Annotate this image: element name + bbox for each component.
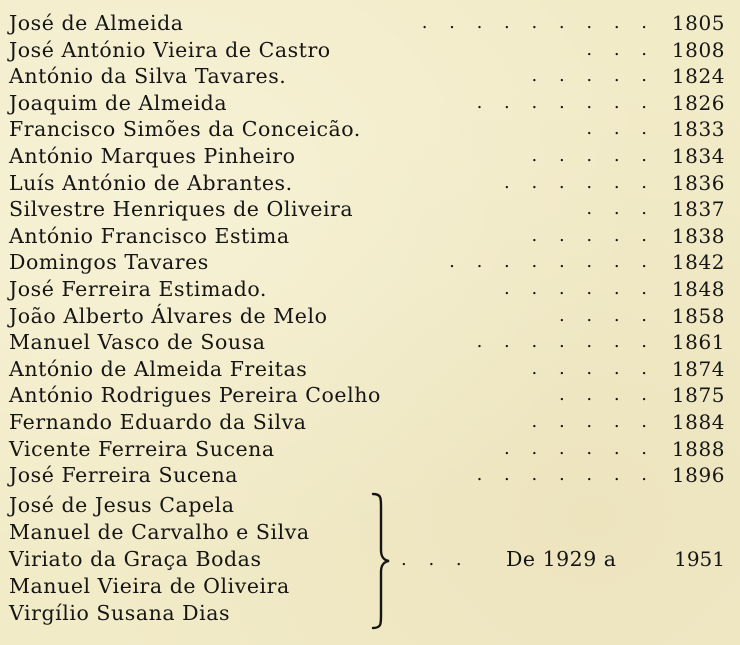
entry-name: Fernando Eduardo da Silva — [9, 409, 307, 434]
entry-name: João Alberto Álvares de Melo — [9, 303, 328, 328]
leader-dots: . . . — [586, 118, 655, 140]
group-entry — [9, 492, 725, 632]
entry-name: José Ferreira Estimado. — [9, 276, 267, 301]
list-item — [9, 303, 725, 330]
leader-dots: . . . . . . . — [476, 331, 655, 353]
entry-name: Manuel Vasco de Sousa — [9, 330, 266, 355]
entry-year: 1858 — [671, 303, 725, 328]
entry-year: 1833 — [671, 117, 725, 142]
leader-dots: . . . . . . — [504, 437, 655, 459]
entry-name: António da Silva Tavares. — [9, 64, 287, 89]
entry-name: Luís António de Abrantes. — [9, 170, 293, 195]
list-item — [9, 223, 725, 250]
leader-dots: . . . . . . — [504, 277, 655, 299]
leader-dots: . . . . . . . — [476, 464, 655, 486]
entry-year: 1875 — [671, 383, 725, 408]
entry-name: Domingos Tavares — [9, 250, 209, 275]
group-period: De 1929 a — [506, 547, 617, 571]
entry-year: 1874 — [671, 356, 725, 381]
leader-dots: . . . . . — [531, 144, 655, 166]
entry-name: José Ferreira Sucena — [9, 463, 239, 488]
entry-year: 1824 — [671, 64, 725, 89]
list-item — [9, 63, 725, 90]
leader-dots: . . . . . — [531, 357, 655, 379]
names-list — [9, 10, 725, 489]
entry-name: António Rodrigues Pereira Coelho — [9, 383, 381, 408]
leader-dots: . . . . . . . — [476, 91, 655, 113]
group-name: Manuel de Carvalho e Silva — [9, 520, 310, 544]
entry-name: Francisco Simões da Conceicão. — [9, 117, 361, 142]
leader-dots: . . . . — [558, 304, 655, 326]
list-item — [9, 329, 725, 356]
list-item — [9, 10, 725, 37]
entry-year: 1836 — [671, 170, 725, 195]
group-name: Viriato da Graça Bodas — [9, 547, 262, 571]
entry-name: Joaquim de Almeida — [9, 90, 228, 115]
curly-brace — [369, 492, 393, 630]
entry-year: 1842 — [671, 250, 725, 275]
list-item — [9, 249, 725, 276]
entry-year: 1896 — [671, 463, 725, 488]
entry-name: António de Almeida Freitas — [9, 356, 308, 381]
entry-name: Silvestre Henriques de Oliveira — [9, 197, 354, 222]
group-year: 1951 — [674, 547, 725, 571]
entry-name: José António Vieira de Castro — [9, 37, 331, 62]
group-leader-dots: . . . — [401, 549, 470, 570]
list-item — [9, 37, 725, 64]
list-item — [9, 143, 725, 170]
list-item — [9, 409, 725, 436]
group-name: José de Jesus Capela — [9, 493, 235, 517]
list-item — [9, 90, 725, 117]
entry-name: José de Almeida — [9, 11, 184, 35]
list-item — [9, 196, 725, 223]
list-item — [9, 356, 725, 383]
entry-year: 1838 — [671, 223, 725, 248]
list-item — [9, 116, 725, 143]
list-item — [9, 462, 725, 489]
leader-dots: . . . . . — [531, 224, 655, 246]
entry-year: 1848 — [671, 276, 725, 301]
list-item — [9, 276, 725, 303]
group-name: Virgílio Susana Dias — [9, 601, 231, 625]
entry-year: 1861 — [671, 330, 725, 355]
list-item — [9, 436, 725, 463]
leader-dots: . . . . . — [531, 410, 655, 432]
entry-name: Vicente Ferreira Sucena — [9, 436, 275, 461]
entry-year: 1837 — [671, 197, 725, 222]
entry-year: 1826 — [671, 90, 725, 115]
list-item — [9, 170, 725, 197]
entry-year: 1808 — [671, 37, 725, 62]
leader-dots: . . . — [586, 198, 655, 220]
group-name: Manuel Vieira de Oliveira — [9, 574, 290, 598]
leader-dots: . . . . . . . . . — [421, 12, 655, 33]
leader-dots: . . . . — [558, 384, 655, 406]
leader-dots: . . . . . — [531, 65, 655, 87]
group-names — [9, 492, 310, 627]
entry-year: 1884 — [671, 409, 725, 434]
entry-year: 1805 — [671, 11, 725, 35]
entry-year: 1888 — [671, 436, 725, 461]
leader-dots: . . . . . . . . — [449, 251, 655, 273]
list-item — [9, 382, 725, 409]
entry-year: 1834 — [671, 143, 725, 168]
leader-dots: . . . — [586, 38, 655, 60]
entry-name: António Francisco Estima — [9, 223, 290, 248]
leader-dots: . . . . . . — [504, 171, 655, 193]
entry-name: António Marques Pinheiro — [9, 143, 296, 168]
